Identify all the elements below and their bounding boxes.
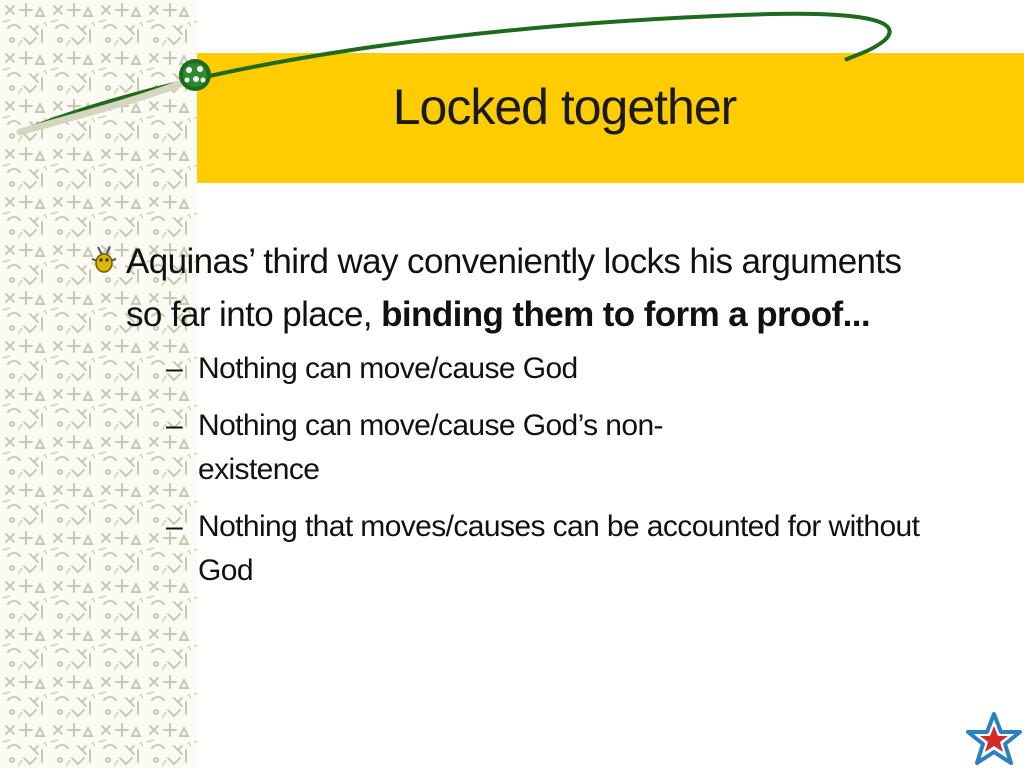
sub-list-item (164, 505, 928, 593)
dash-marker: – (166, 352, 183, 385)
star-icon (966, 712, 1022, 766)
sub-item-text: Nothing can move/cause God (198, 352, 578, 385)
bug-icon (88, 243, 120, 275)
bullet-text: Aquinas’ third way conveniently locks his arguments so far into place, (126, 242, 902, 334)
slide-content (88, 235, 928, 606)
sub-item-text: Nothing can move/cause God’s non-existence (198, 409, 663, 486)
sub-item-text: Nothing that moves/causes can be accounted for without God (198, 510, 920, 587)
sub-list-item (164, 404, 928, 492)
main-bullet (88, 235, 928, 341)
sub-list-item (164, 347, 928, 391)
slide-title: Locked together (392, 79, 737, 135)
dash-marker: – (166, 510, 183, 543)
sub-list (88, 347, 928, 593)
dash-marker: – (166, 409, 183, 442)
bullet-bold-text: binding them to form a proof... (381, 295, 870, 334)
